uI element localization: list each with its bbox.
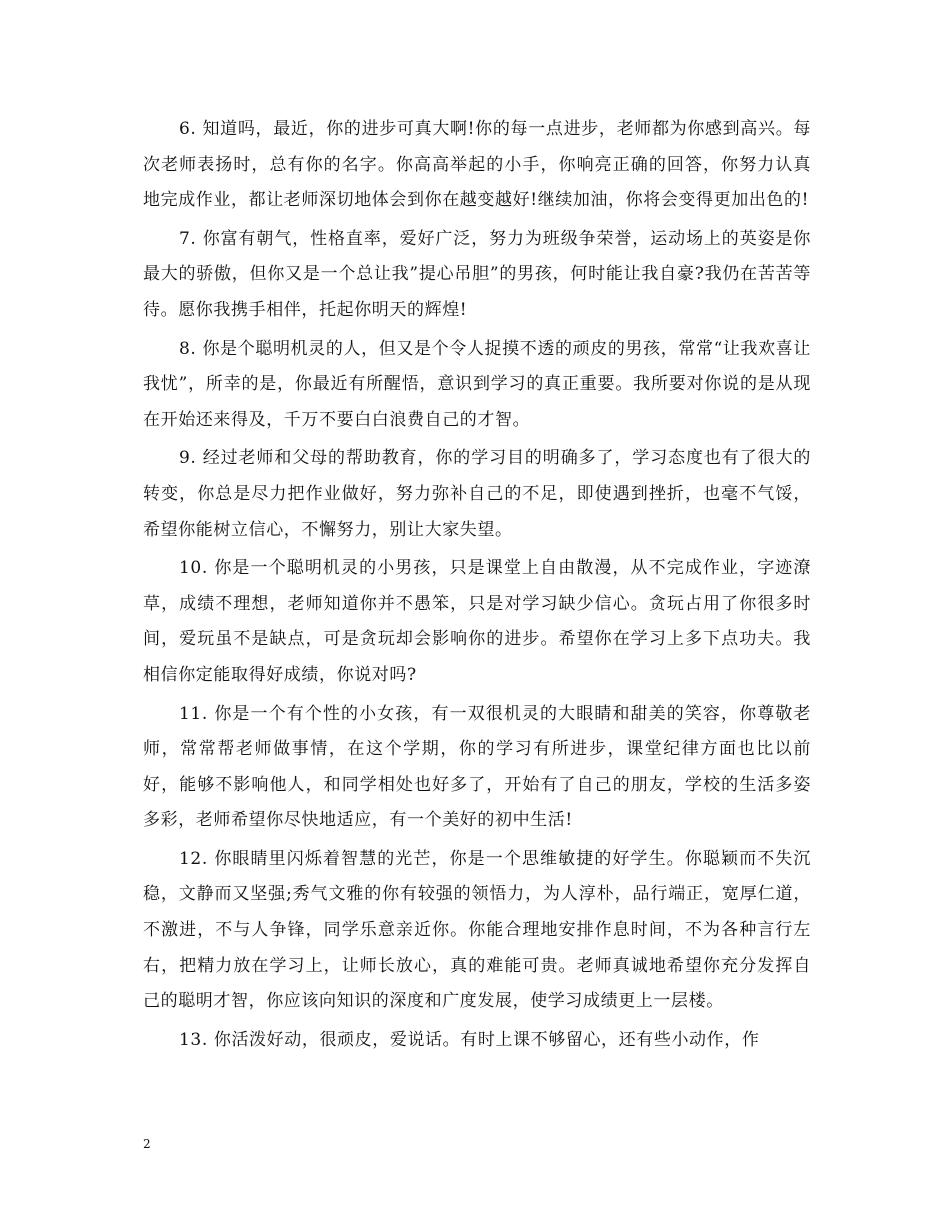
- comment-paragraph-13: 13. 你活泼好动，很顽皮，爱说话。有时上课不够留心，还有些小动作，作: [179, 1029, 760, 1050]
- page-number: 2: [143, 1137, 151, 1151]
- document-body: [143, 112, 811, 1061]
- comment-paragraph-10: 10. 你是一个聪明机灵的小男孩，只是课堂上自由散漫，从不完成作业，字迹潦草，成绩不理想，老师知道你并不愚笨，只是对学习缺少信心。贪玩占用了你很多时间，爱玩虽不是缺点，可是贪玩却会影响你的进步。希望你在学习上多下点功夫。我相信你定能取得好成绩，你说对吗?: [143, 558, 811, 685]
- comment-paragraph-6: 6. 知道吗，最近，你的进步可真大啊!你的每一点进步，老师都为你感到高兴。每次老师表扬时，总有你的名字。你高高举起的小手，你响亮正确的回答，你努力认真地完成作业，都让老师深切地体会到你在越变越好!继续加油，你将会变得更加出色的!: [143, 119, 811, 211]
- comment-paragraph-8: 8. 你是个聪明机灵的人，但又是个令人捉摸不透的顽皮的男孩，常常“让我欢喜让我忧”，所幸的是，你最近有所醒悟，意识到学习的真正重要。我所要对你说的是从现在开始还来得及，千万不要白白浪费自己的才智。: [143, 338, 811, 430]
- comment-paragraph-11: 11. 你是一个有个性的小女孩，有一双很机灵的大眼睛和甜美的笑容，你尊敬老师，常常帮老师做事情，在这个学期，你的学习有所进步，课堂纪律方面也比以前好，能够不影响他人，和同学相处也好多了，开始有了自己的朋友，学校的生活多姿多彩，老师希望你尽快地适应，有一个美好的初中生活!: [143, 703, 811, 831]
- comment-paragraph-12: 12. 你眼睛里闪烁着智慧的光芒，你是一个思维敏捷的好学生。你聪颖而不失沉稳，文静而又坚强;秀气文雅的你有较强的领悟力，为人淳朴，品行端正，宽厚仁道，不激进，不与人争锋，同学乐意亲近你。你能合理地安排作息时间，不为各种言行左右，把精力放在学习上，让师长放心，真的难能可贵。老师真诚地希望你充分发挥自己的聪明才智，你应该向知识的深度和广度发展，使学习成绩更上一层楼。: [143, 848, 811, 1012]
- comment-paragraph-7: 7. 你富有朝气，性格直率，爱好广泛，努力为班级争荣誉，运动场上的英姿是你最大的骄傲，但你又是一个总让我”提心吊胆”的男孩，何时能让我自豪?我仍在苦苦等待。愿你我携手相伴，托起你明天的辉煌!: [143, 228, 811, 320]
- comment-paragraph-9: 9. 经过老师和父母的帮助教育，你的学习目的明确多了，学习态度也有了很大的转变，你总是尽力把作业做好，努力弥补自己的不足，即使遇到挫折，也毫不气馁，希望你能树立信心，不懈努力，别让大家失望。: [143, 448, 811, 540]
